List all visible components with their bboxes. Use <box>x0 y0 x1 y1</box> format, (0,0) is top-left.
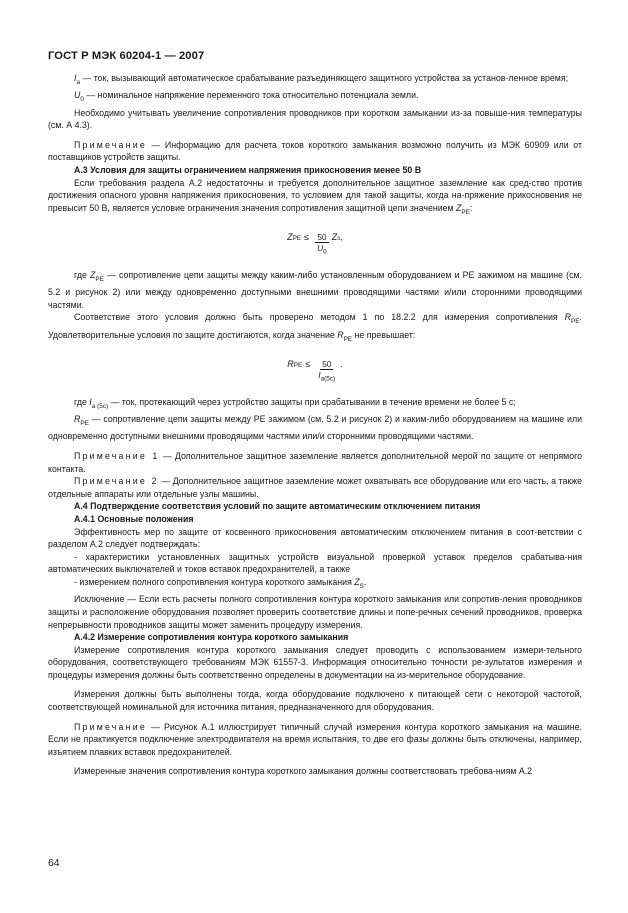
where-ia5c: где $I_{a (5c)}$ — ток, протекающий через устройство защиты при срабатывании в течение времени не более 5 с; <box>74 396 516 410</box>
fraction: $\frac{50}{U_0}$ <box>317 232 327 256</box>
note-2: Примечание 2 — Дополнительное защитное заземление может охватывать все оборудование или его часть, а также отдельные аппараты или отдельные узлы машины. <box>48 476 582 499</box>
formula-rpe: R PE ≤ $\frac{50}{I_{a(5c)}}$ . <box>287 359 343 383</box>
where-rpe: $R_{PE}$ — сопротивление цепи защиты между РЕ зажимом (см. 5.2 и рисунок 2) и каким-либо оборудованием на машине или одновременно доступными внешними проводящими частями или/и сторонними проводящими частями. <box>48 414 582 442</box>
where-zpe: где $Z_{PE}$ — сопротивление цепи защиты между каким-либо установленным оборудованием и РЕ зажимом на машине (см. 5.2 и рисунок 2) или между одновременно доступными внешними проводящими частями и/или сторонними проводящими частями. <box>48 269 582 310</box>
section-heading-a3: А.3 Условия для защиты ограничением напряжения прикосновения менее 50 В <box>74 165 422 176</box>
paragraph-compliance-method: Соответствие этого условия должно быть проверено методом 1 по 18.2.2 для измерения сопротивления $R_{PE}$. Удовлетворительные условия по защите достигаются, когда значение $R_{PE}$ не превышает: <box>48 312 582 343</box>
note-figure-a1: Примечание — Рисунок А.1 иллюстрирует типичный случай измерения контура короткого замыкания на машине. Если не практикуется подключение электродвигателя на время испытания, то две его фазы должны быть отключены, например, изъятием плавких вставок предохранителей. <box>48 721 582 757</box>
paragraph-a3-condition: Если требования раздела А.2 недостаточны и требуется дополнительное защитное заземление как сред-ство против достижения опасного уровня напряжения прикосновения, то условием для такой защиты, когда на-пряжение прикосновения не превысит 50 В, является условие ограничения значения сопротивления защитной цепи значением $Z_{PE}$: <box>48 177 582 216</box>
section-heading-a4: А.4 Подтверждение соответствия условий по защите автоматическим отключением питания <box>74 501 481 512</box>
paragraph-a42-frequency: Измерения должны быть выполнены тогда, когда оборудование подключено к питающей сети с некоторой частотой, соответствующей номинальной для источника питания, предназначенного для оборудования. <box>48 689 582 713</box>
document-header: ГОСТ Р МЭК 60204-1 — 2007 <box>48 50 205 62</box>
definition-u0: $U_0$ — номинальное напряжение переменного тока относительно потенциала земли. <box>74 90 419 104</box>
page-number: 64 <box>48 858 60 869</box>
subsection-heading-a41: А.4.1 Основные положения <box>74 514 194 524</box>
note-short-circuit: Примечание — Информацию для расчета токов короткого замыкания возможно получить из МЭК 60909 или от поставщиков устройств защиты. <box>48 139 582 163</box>
paragraph-temperature: Необходимо учитывать увеличение сопротивления проводников при коротком замыкании из-за повыше-ния температуры (см. А 4.3). <box>48 107 582 131</box>
paragraph-a42-values: Измеренные значения сопротивления контура короткого замыкания должны соответствовать требова-ниям А.2 <box>74 766 533 777</box>
list-item: - характеристики установленных защитных устройств визуальной проверкой уставок пределов срабатыва-ния автоматических выключателей и токов вставок предохранителей, а также <box>48 551 582 575</box>
formula-zpe: Z PE ≤ $\frac{50}{U_0}$ Z s , <box>287 232 343 256</box>
paragraph-a42-measurement: Измерение сопротивления контура короткого замыкания следует проводить с использованием измери-тельного оборудования, соответствующего требованиям МЭК 61557-3. Информация относительно точности ре-зультатов измерения и процедуры измерения должны быть соответственно определены в документации на из-мерительное оборудование. <box>48 644 582 680</box>
definition-ia: $I_a$ — ток, вызывающий автоматическое срабатывание разъединяющего защитного устройства за установ-ленное время; <box>74 73 569 86</box>
paragraph-a41-intro: Эффективность мер по защите от косвенного прикосновения автоматическим отключением питания в соот-ветствии с разделом А.2 следует подтверждать: <box>48 526 582 550</box>
note-1: Примечание 1 — Дополнительное защитное заземление является дополнительной мерой по защите от непрямого контакта. <box>48 451 582 474</box>
document-body <box>48 72 582 778</box>
subsection-heading-a42: А.4.2 Измерение сопротивления контура короткого замыкания <box>74 632 349 643</box>
fraction: $\frac{50}{I_{a(5c)}}$ <box>318 359 336 383</box>
list-item: - измерением полного сопротивления контура короткого замыкания $Z_S$. <box>74 576 367 590</box>
paragraph-exception: Исключение — Если есть расчеты полного сопротивления контура короткого замыкания или сопротив-ления проводников защиты и расположение оборудования позволяет проверить соответствие длины и попе-речных сечений проводников, проверка непрерывности проводников защиты может заменить процедуру измерения. <box>48 594 582 630</box>
